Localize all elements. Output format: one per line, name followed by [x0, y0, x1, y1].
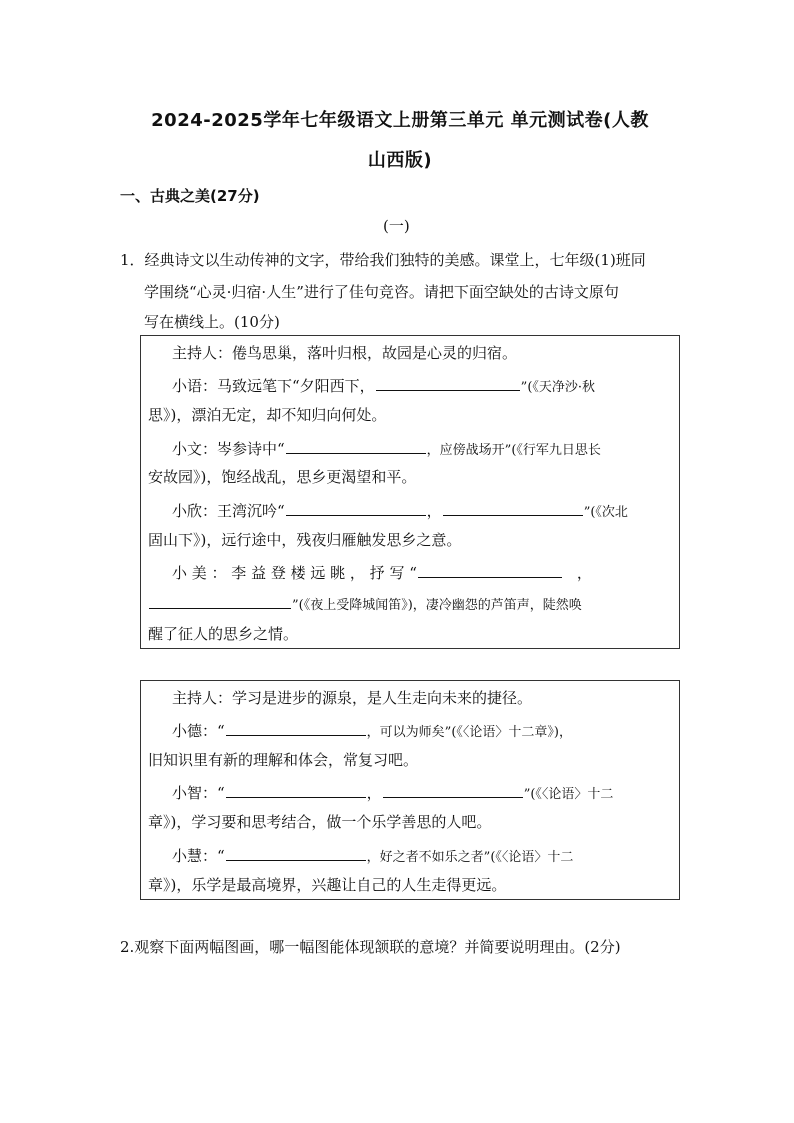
xiaoyu-line [172, 374, 595, 398]
xiaowen-text-a: 小文：岑参诗中“ [172, 440, 285, 458]
answer-blank-1[interactable] [376, 374, 520, 391]
answer-blank-6[interactable] [149, 592, 291, 609]
answer-blank-4[interactable] [443, 499, 583, 516]
xiaomei-text-a: 小 美 ： 李 益 登 楼 远 眺 ， 抒 写 “ [172, 564, 417, 582]
answer-blank-8[interactable] [226, 781, 366, 798]
xiaoxin-text-a: 小欣：王湾沉吟“ [172, 502, 285, 520]
xiaohui-line-2: 章》)，乐学是最高境界，兴趣让自己的人生走得更远。 [148, 876, 507, 894]
xiaohui-text-a: 小慧：“ [172, 847, 225, 865]
xiaozhi-text-c: ”(《〈论语〉十二 [523, 787, 614, 802]
xiaomei-comma: ， [576, 564, 592, 582]
xiaoyu-text-a: 小语：马致远笔下“夕阳西下， [172, 377, 375, 395]
xiaozhi-line [172, 781, 613, 805]
subsection-heading: (一) [383, 217, 410, 235]
xiaoyu-text-b: ”(《天净沙·秋 [520, 380, 596, 395]
xiaowen-text-b: ，应傍战场开”(《行军九日思长 [426, 443, 601, 458]
document-title-line-1: 2024-2025学年七年级语文上册第三单元 单元测试卷(人教 [151, 110, 649, 131]
xiaohui-line [172, 844, 573, 868]
answer-blank-3[interactable] [286, 499, 426, 516]
xiaowen-line [172, 437, 601, 461]
question-1-line-1: 1．经典诗文以生动传神的文字，带给我们独特的美感。课堂上，七年级(1)班同 [120, 251, 646, 269]
answer-blank-10[interactable] [226, 844, 366, 861]
xiaoxin-line-2: 固山下》)，远行途中，残夜归雁触发思乡之意。 [148, 531, 462, 549]
answer-blank-7[interactable] [226, 719, 366, 736]
xiaode-text-b: ，可以为师矣”(《〈论语〉十二章》)， [366, 725, 572, 740]
xiaozhi-line-2: 章》)，学习要和思考结合，做一个乐学善思的人吧。 [148, 813, 492, 831]
question-2: 2.观察下面两幅图画，哪一幅图能体现颔联的意境？并简要说明理由。(2分) [120, 938, 621, 956]
question-1-line-2: 学围绕“心灵·归宿·人生”进行了佳句竞咨。请把下面空缺处的古诗文原句 [144, 283, 619, 301]
xiaozhi-text-a: 小智：“ [172, 784, 225, 802]
answer-blank-2[interactable] [286, 437, 426, 454]
xiaomei-line [172, 561, 592, 583]
xiaode-line-2: 旧知识里有新的理解和体会，常复习吧。 [148, 751, 419, 769]
xiaoxin-text-c: ”(《次北 [583, 505, 628, 520]
document-title-line-2: 山西版) [367, 150, 433, 171]
answer-blank-9[interactable] [383, 781, 523, 798]
host-line-1: 主持人：倦鸟思巢，落叶归根，故园是心灵的归宿。 [172, 344, 518, 362]
xiaowen-line-2: 安故园》)，饱经战乱，思乡更渴望和平。 [148, 468, 417, 486]
xiaoyu-line-2: 思》)，漂泊无定，却不知归向何处。 [148, 406, 387, 424]
xiaode-text-a: 小德：“ [172, 722, 225, 740]
host-line-2: 主持人：学习是进步的源泉，是人生走向未来的捷径。 [172, 689, 533, 707]
xiaode-line [172, 719, 572, 743]
xiaozhi-comma: ， [366, 784, 382, 802]
xiaomei-line-3: 醒了征人的思乡之情。 [148, 625, 299, 643]
xiaomei-line-2 [148, 592, 582, 616]
section-heading: 一、古典之美(27分) [120, 187, 260, 205]
xiaohui-text-b: ，好之者不如乐之者”(《〈论语〉十二 [366, 850, 574, 865]
question-1-line-3: 写在横线上。(10分) [144, 313, 280, 331]
xiaoxin-line [172, 499, 628, 523]
xiaomei-text-c: ”(《夜上受降城闻笛》)，凄冷幽怨的芦笛声，陡然唤 [292, 598, 582, 613]
answer-blank-5[interactable] [418, 561, 562, 578]
xiaoxin-comma: ， [426, 502, 442, 520]
